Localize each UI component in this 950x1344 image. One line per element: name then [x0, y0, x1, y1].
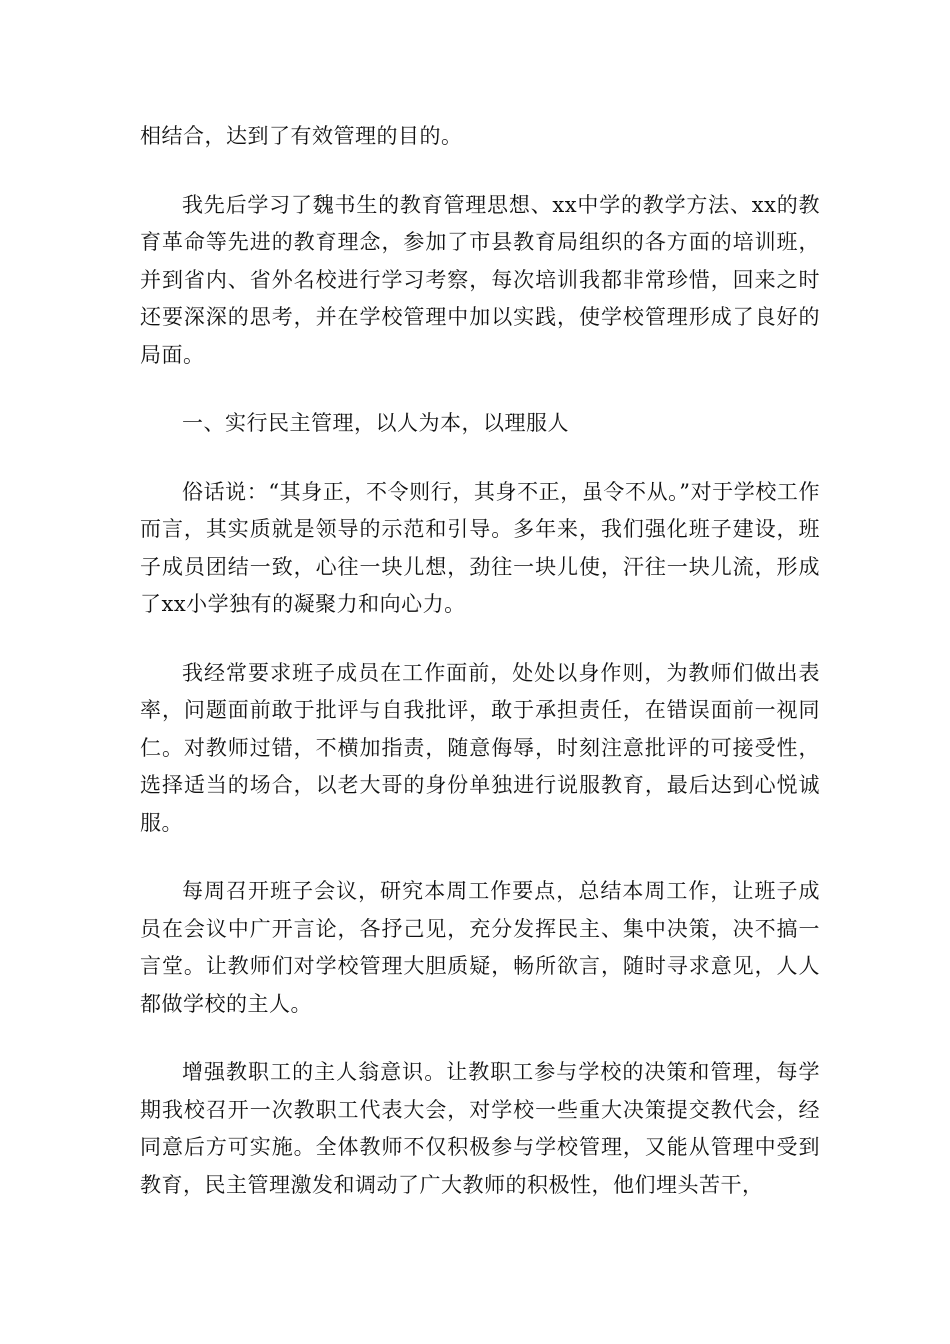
- document-page: [140, 118, 820, 1204]
- paragraph-learning: 我先后学习了魏书生的教育管理思想、xx中学的教学方法、xx的教育革命等先进的教育理念，参加了市县教育局组织的各方面的培训班，并到省内、省外名校进行学习考察，每次培训我都非常珍惜，回来之时还要深深的思考，并在学校管理中加以实践，使学校管理形成了良好的局面。: [140, 192, 820, 367]
- paragraph-continuation: 相结合，达到了有效管理的目的。: [140, 124, 463, 148]
- paragraph-meeting: 每周召开班子会议，研究本周工作要点，总结本周工作，让班子成员在会议中广开言论，各抒己见，充分发挥民主、集中决策，决不搞一言堂。让教师们对学校管理大胆质疑，畅所欲言，随时寻求意见，人人都做学校的主人。: [140, 879, 820, 1016]
- section-heading: 一、实行民主管理，以人为本，以理服人: [182, 411, 569, 435]
- paragraph-ownership: 增强教职工的主人翁意识。让教职工参与学校的决策和管理，每学期我校召开一次教职工代表大会，对学校一些重大决策提交教代会，经同意后方可实施。全体教师不仅积极参与学校管理，又能从管理中受到教育，民主管理激发和调动了广大教师的积极性，他们埋头苦干，: [140, 1060, 820, 1197]
- paragraph-proverb: 俗话说：“其身正，不令则行，其身不正，虽令不从。”对于学校工作而言，其实质就是领导的示范和引导。多年来，我们强化班子建设，班子成员团结一致，心往一块儿想，劲往一块儿使，汗往一块儿流，形成了xx小学独有的凝聚力和向心力。: [140, 479, 820, 616]
- paragraph-example: 我经常要求班子成员在工作面前，处处以身作则，为教师们做出表率，问题面前敢于批评与自我批评，敢于承担责任，在错误面前一视同仁。对教师过错，不横加指责，随意侮辱，时刻注意批评的可接受性，选择适当的场合，以老大哥的身份单独进行说服教育，最后达到心悦诚服。: [140, 660, 820, 835]
